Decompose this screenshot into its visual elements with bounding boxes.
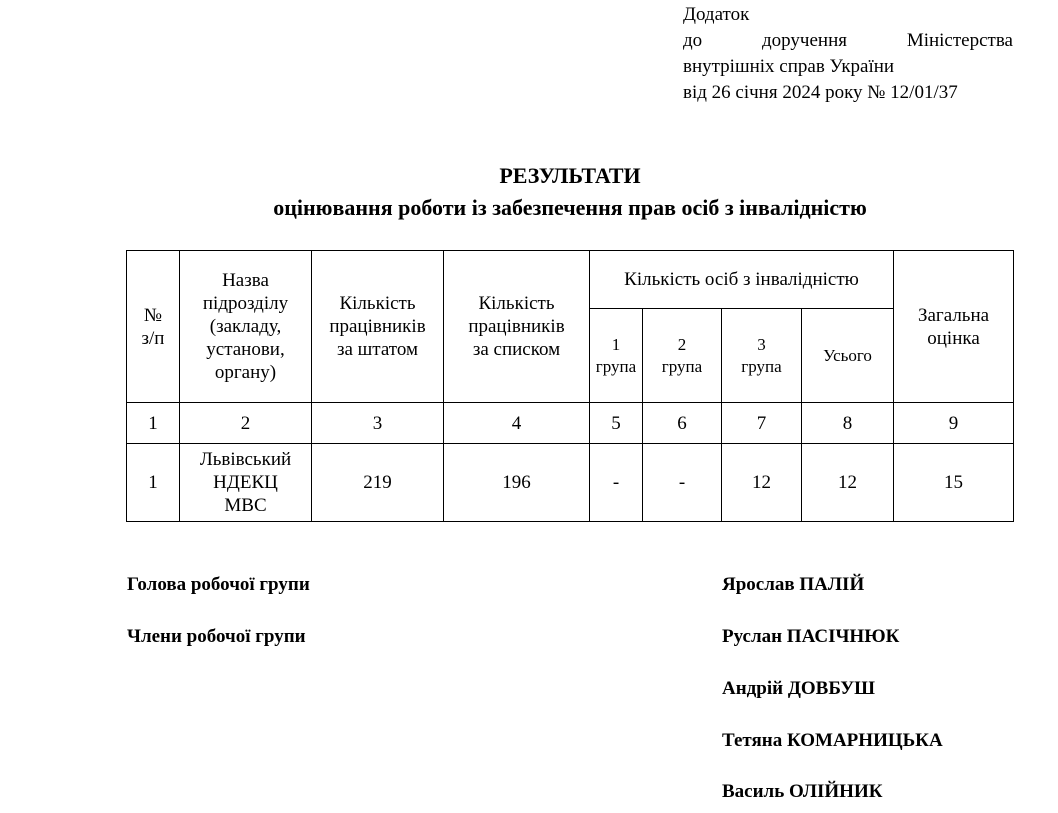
header-name <box>180 251 312 403</box>
header-text: з/п <box>141 327 165 349</box>
cell-group-3: 12 <box>722 444 802 522</box>
header-list <box>444 251 590 403</box>
column-number: 8 <box>802 403 894 444</box>
column-number-row <box>127 403 1014 444</box>
results-table <box>126 250 1014 522</box>
header-text: установи, <box>206 339 285 360</box>
header-staff <box>312 251 444 403</box>
header-text: органу) <box>214 362 277 383</box>
header-text: Кількість <box>339 293 416 314</box>
header-text: Назва <box>222 270 269 291</box>
cell-score: 15 <box>894 444 1014 522</box>
header-total: Усього <box>802 309 894 403</box>
header-text: № <box>143 304 163 326</box>
member-name: Руслан ПАСІЧНЮК <box>722 626 900 647</box>
cell-text: Львівський <box>199 449 292 470</box>
header-text: за штатом <box>336 339 418 360</box>
head-label: Голова робочої групи <box>127 574 310 595</box>
member-name: Андрій ДОВБУШ <box>722 678 876 699</box>
annex-line-3: внутрішніх справ України <box>683 56 895 77</box>
table-row <box>127 444 1014 522</box>
cell-text: МВС <box>224 495 267 516</box>
header-num <box>127 251 180 403</box>
header-group-2 <box>643 309 722 403</box>
annex-block <box>683 2 1013 106</box>
document-title: РЕЗУЛЬТАТИ <box>499 163 641 188</box>
column-number: 2 <box>180 403 312 444</box>
header-text: група <box>741 356 782 376</box>
header-row-1 <box>127 251 1014 309</box>
member-name: Василь ОЛІЙНИК <box>722 781 883 802</box>
header-text: група <box>661 356 703 376</box>
annex-line-4: від 26 січня 2024 року № 12/01/37 <box>683 82 958 103</box>
header-text: за списком <box>472 339 561 360</box>
cell-name <box>180 444 312 522</box>
header-text: 1 <box>611 334 621 354</box>
member-name: Тетяна КОМАРНИЦЬКА <box>722 730 943 751</box>
annex-line-2 <box>683 28 1013 54</box>
column-number: 6 <box>643 403 722 444</box>
cell-num: 1 <box>127 444 180 522</box>
annex-word: до <box>683 30 703 51</box>
header-text: 2 <box>677 334 687 354</box>
header-text: 3 <box>757 334 766 354</box>
header-text: працівників <box>329 316 426 337</box>
cell-total: 12 <box>802 444 894 522</box>
column-number: 1 <box>127 403 180 444</box>
header-text: Кількість <box>478 293 555 314</box>
cell-list: 196 <box>444 444 590 522</box>
annex-word: Міністерства <box>906 30 1013 51</box>
column-number: 5 <box>590 403 643 444</box>
header-text: підрозділу <box>202 293 289 314</box>
header-group-3 <box>722 309 802 403</box>
column-number: 3 <box>312 403 444 444</box>
header-score <box>894 251 1014 403</box>
cell-staff: 219 <box>312 444 444 522</box>
document-subtitle: оцінювання роботи із забезпечення прав осіб з інвалідністю <box>273 195 867 220</box>
header-text: оцінка <box>927 327 980 349</box>
cell-group-2: - <box>643 444 722 522</box>
column-number: 9 <box>894 403 1014 444</box>
cell-text: НДЕКЦ <box>213 472 278 493</box>
column-number: 7 <box>722 403 802 444</box>
header-text: група <box>595 356 637 376</box>
members-label: Члени робочої групи <box>127 626 306 647</box>
annex-word: доручення <box>762 30 847 51</box>
header-group-1 <box>590 309 643 403</box>
head-name: Ярослав ПАЛІЙ <box>722 574 865 595</box>
column-number: 4 <box>444 403 590 444</box>
cell-group-1: - <box>590 444 643 522</box>
header-text: (закладу, <box>209 316 282 337</box>
header-text: Загальна <box>917 304 990 326</box>
annex-line-1: Додаток <box>683 4 750 25</box>
header-disabled-group: Кількість осіб з інвалідністю <box>590 251 894 309</box>
header-text: працівників <box>468 316 565 337</box>
